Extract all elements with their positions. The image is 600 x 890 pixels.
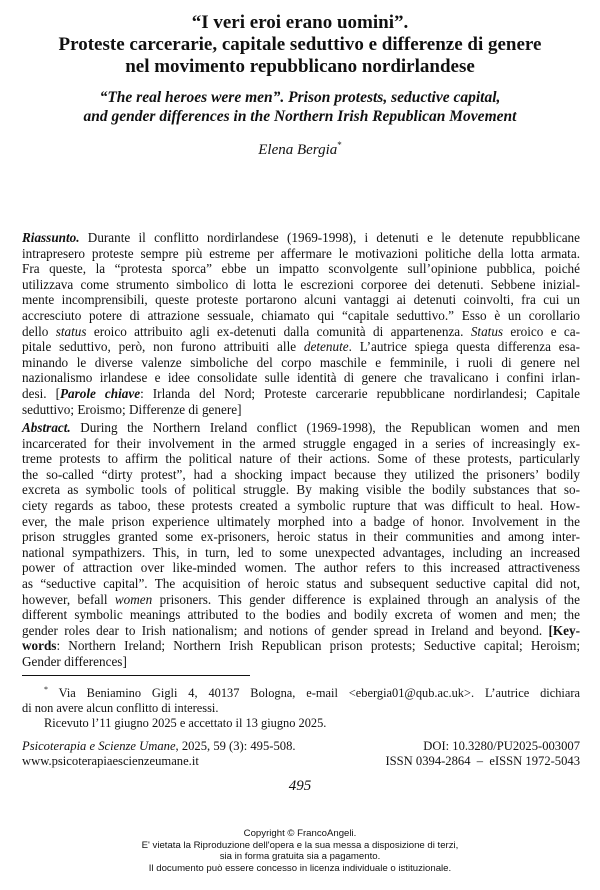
subtitle-line-1: “The real heroes were men”. Prison protests, seductive capital, bbox=[99, 89, 501, 106]
riassunto-line: pitale seduttivo, però, non furono attribuiti alle detenute. L’autrice spiega questa differenza esa- bbox=[22, 339, 580, 355]
received-date: Ricevuto l’11 giugno 2025 e accettato il 13 giugno 2025. bbox=[44, 716, 327, 731]
journal-citation: Psicoterapia e Scienze Umane, 2025, 59 (3): 495-508. bbox=[22, 739, 296, 753]
abstract-label: Abstract. bbox=[22, 420, 71, 435]
riassunto-line: utilizzava come strumento simbolico di lotta le escrezioni corporee dei detenuti. Sebbene inizial- bbox=[22, 276, 580, 292]
abstract-line: as “seductive capital”. The acquisition of heroic status and subsequent seductive capital did not, bbox=[22, 575, 580, 591]
author-footnote-mark[interactable]: * bbox=[337, 140, 342, 150]
title-line-1: “I veri eroi erano uomini”. bbox=[191, 12, 409, 33]
keywords-label-en: words bbox=[22, 638, 57, 654]
abstract-line: ciety regards as taboo, these protests created a symbolic rupture that was difficult to heal. How- bbox=[22, 497, 580, 513]
title-line-2: Proteste carcerarie, capitale seduttivo e differenze di genere bbox=[58, 34, 542, 55]
abstract-line: power of attraction over like-minded women. The author refers to this increased attractiveness bbox=[22, 560, 580, 576]
footnote-mark: * bbox=[44, 685, 48, 694]
footnote-line-1: * Via Beniamino Gigli 4, 40137 Bologna, e-mail <ebergia01@qub.ac.uk>. L’autrice dichiara bbox=[44, 685, 580, 701]
abstract-line: national sympathizers. This, in turn, led to some unexpected advantages, including an increased bbox=[22, 544, 580, 560]
article-title bbox=[0, 12, 600, 78]
riassunto-line: intrapresero proteste sempre più estreme per affermare le motivazioni politiche della lotta armata. bbox=[22, 245, 580, 261]
riassunto-line: Fra queste, la “protesta sporca” ebbe un impatto sconvolgente sull’opinione pubblica, poiché bbox=[22, 261, 580, 277]
journal-website[interactable]: www.psicoterapiaescienzeumane.it bbox=[22, 754, 199, 768]
riassunto-line: mente incomprensibili, queste proteste portarono alcuni vantaggi ai detenuti coinvolti, fra cui un bbox=[22, 292, 580, 308]
riassunto-line: dello status eroico attribuito agli ex-detenuti dalla comunità di appartenenza. Status eroico e ca- bbox=[22, 323, 580, 339]
page-number: 495 bbox=[288, 778, 312, 794]
abstract-line: different symbolic meanings attributed to the bodies and bodily excreta of women and men; the bbox=[22, 607, 580, 623]
copyright-line-4: Il documento può essere concesso in licenza individuale o istituzionale. bbox=[148, 862, 452, 874]
riassunto-line: accresciuto potere di attrazione sessuale, chiamato qui “capitale seduttivo.” Esso è un corollario bbox=[22, 307, 580, 323]
abstract-line: treme protests to affirm the political nature of their actions. Some of these protests, particularly bbox=[22, 451, 580, 467]
riassunto-line: seduttivo; Eroismo; Differenze di genere] bbox=[22, 401, 242, 417]
issn: ISSN 0394-2864 – eISSN 1972-5043 bbox=[385, 754, 580, 768]
abstract-line: excreta as symbolic tools of political struggle. By making visible the bodily substances that so- bbox=[22, 482, 580, 498]
author-byline bbox=[0, 140, 600, 159]
title-line-3: nel movimento repubblicano nordirlandese bbox=[125, 56, 475, 77]
abstract-line: incarcerated for their involvement in the armed struggle engaged in a series of increasingly ex- bbox=[22, 435, 580, 451]
copyright-line-3: sia in forma gratuita sia a pagamento. bbox=[219, 851, 381, 862]
abstract-line: however, befall women prisoners. This gender difference is explained through an analysis of the bbox=[22, 591, 580, 607]
riassunto-section bbox=[22, 230, 580, 417]
copyright-notice bbox=[0, 828, 600, 874]
riassunto-line: Durante il conflitto nordirlandese (1969-1998), i detenuti e le detenute repubblicane bbox=[79, 230, 580, 245]
copyright-line-1: Copyright © FrancoAngeli. bbox=[243, 828, 357, 839]
footnote-divider bbox=[22, 675, 250, 676]
keywords-label-it: Parole chiave bbox=[59, 385, 141, 401]
abstract-line: the so-called “dirty protest”, had a shocking impact because they utilized the prisoners’ bodily bbox=[22, 466, 580, 482]
riassunto-line: desi. [Parole chiave: Irlanda del Nord; Proteste carcerarie repubblicane nordirlandesi; Capitale bbox=[22, 385, 581, 401]
abstract-section bbox=[22, 420, 580, 670]
author-name: Elena Bergia bbox=[258, 142, 338, 158]
abstract-line: During the Northern Ireland conflict (1969-1998), the Republican women and men bbox=[70, 420, 580, 435]
abstract-line: gender roles dear to Irish nationalism; and notions of gender spread in Ireland and beyond. [Key- bbox=[22, 622, 580, 638]
footnote bbox=[22, 682, 580, 731]
footnote-line-2: di non avere alcun conflitto di interessi. bbox=[22, 701, 219, 716]
abstract-line: ever, the male prison experience ultimately morphed into a badge of honor. Involvement in the bbox=[22, 513, 580, 529]
english-title bbox=[0, 88, 600, 126]
riassunto-line: nazionalismo irlandese e idee consolidate sulle identità di genere che travalicano i confini irlan- bbox=[22, 370, 580, 386]
doi[interactable]: DOI: 10.3280/PU2025-003007 bbox=[423, 739, 580, 753]
riassunto-label: Riassunto. bbox=[22, 230, 80, 245]
subtitle-line-2: and gender differences in the Northern Irish Republican Movement bbox=[83, 108, 517, 125]
abstract-line: prison struggles granted some ex-prisoners, heroic status in their communities and among inter- bbox=[22, 529, 580, 545]
journal-info bbox=[22, 739, 580, 769]
journal-name: Psicoterapia e Scienze Umane bbox=[22, 739, 176, 753]
copyright-line-2: E' vietata la Riproduzione dell'opera e la sua messa a disposizione di terzi, bbox=[141, 839, 459, 851]
abstract-line: words: Northern Ireland; Northern Irish Republican prison protests; Seductive capital; Heroism; bbox=[22, 638, 580, 654]
riassunto-line: minando le diverse valenze simboliche del corpo maschile e femminile, i ruoli di genere nel bbox=[22, 354, 580, 370]
abstract-line: Gender differences] bbox=[22, 653, 127, 669]
